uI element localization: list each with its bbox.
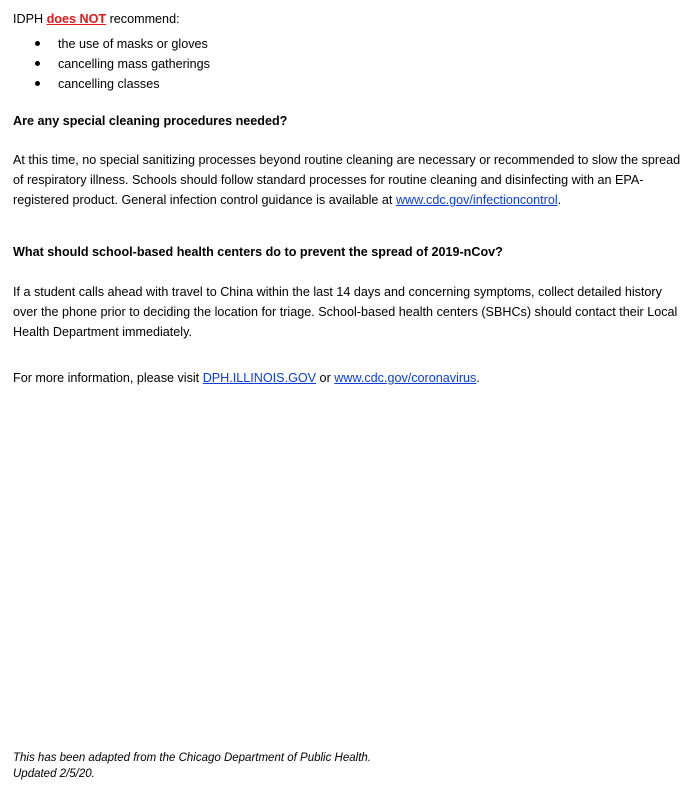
more-info-text: For more information, please visit — [13, 371, 203, 385]
section-heading-cleaning: Are any special cleaning procedures needed? — [13, 114, 288, 128]
intro-emphasis: does NOT — [46, 12, 107, 26]
paragraph-text: . — [557, 193, 562, 207]
paragraph-line — [13, 190, 683, 210]
list-item-text: the use of masks or gloves — [58, 37, 208, 51]
paragraph-line: Health Department immediately. — [13, 325, 192, 339]
footer-source: This has been adapted from the Chicago Department of Public Health. — [13, 752, 371, 764]
list-item-text: cancelling classes — [58, 77, 160, 91]
intro-line — [13, 12, 180, 26]
paragraph-line: over the phone prior to deciding the location for triage. School-based health centers (SBHCs) should contact their Local — [13, 305, 678, 319]
section-body-cleaning — [13, 150, 683, 210]
cdc-coronavirus-link[interactable]: www.cdc.gov/coronavirus — [334, 371, 477, 385]
idph-link[interactable]: DPH.ILLINOIS.GOV — [202, 371, 317, 385]
section-body-sbhc — [13, 282, 683, 342]
intro-prefix: IDPH — [13, 12, 47, 26]
list-item-text: cancelling mass gatherings — [58, 57, 210, 71]
more-info-line — [13, 371, 480, 385]
paragraph-text: registered product. General infection control guidance is available at — [13, 193, 396, 207]
more-info-text: or — [316, 371, 335, 385]
paragraph-line: of respiratory illness. Schools should follow standard processes for routine cleaning and disinfecting with an EPA- — [13, 173, 644, 187]
more-info-text: . — [476, 371, 480, 385]
footer-updated: Updated 2/5/20. — [13, 768, 95, 780]
bullet-icon — [35, 61, 40, 66]
section-heading-sbhc: What should school-based health centers do to prevent the spread of 2019-nCov? — [13, 245, 503, 259]
bullet-icon — [35, 81, 40, 86]
paragraph-line: If a student calls ahead with travel to China within the last 14 days and concerning symptoms, collect detailed history — [13, 285, 662, 299]
intro-suffix: recommend: — [106, 12, 180, 26]
footer-note — [13, 750, 371, 782]
bullet-icon — [35, 41, 40, 46]
paragraph-line: At this time, no special sanitizing processes beyond routine cleaning are necessary or recommended to slow the spread — [13, 153, 681, 167]
infection-control-link[interactable]: www.cdc.gov/infectioncontrol — [395, 193, 558, 207]
